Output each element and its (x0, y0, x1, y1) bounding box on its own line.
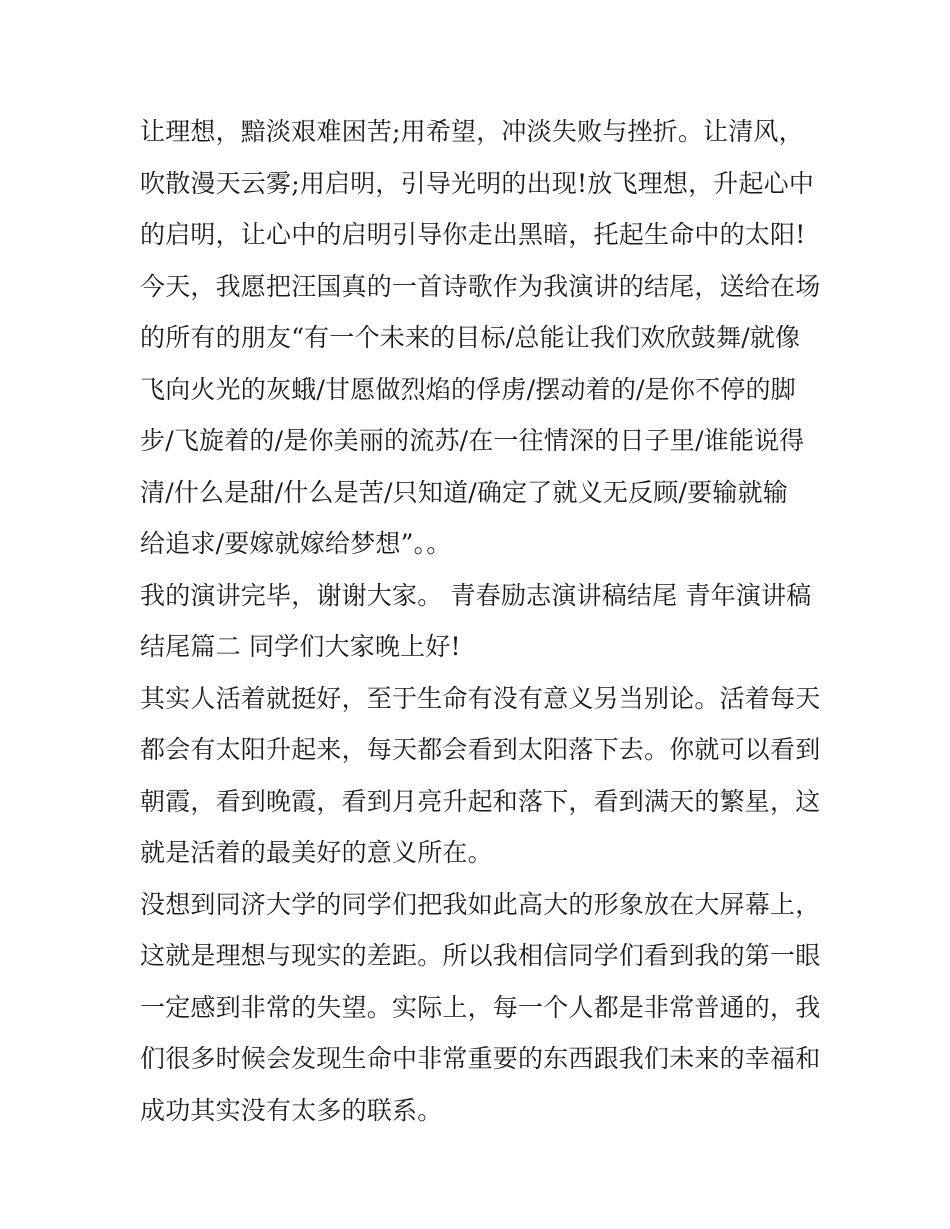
text-line: 就是活着的最美好的意义所在。 (140, 838, 493, 867)
text-line: 的所有的朋友“有一个未来的目标/总能让我们欢欣鼓舞/就像 (140, 323, 801, 352)
text-line: 步/飞旋着的/是你美丽的流苏/在一往情深的日子里/谁能说得 (140, 426, 805, 455)
text-line: 们很多时候会发现生命中非常重要的东西跟我们未来的幸福和 (140, 1044, 821, 1073)
text-line: 都会有太阳升起来，每天都会看到太阳落下去。你就可以看到 (140, 735, 821, 764)
text-line: 我的演讲完毕，谢谢大家。 青春励志演讲稿结尾 青年演讲稿 (140, 580, 812, 610)
text-line: 其实人活着就挺好，至于生命有没有意义另当别论。活着每天 (140, 683, 821, 713)
text-line: 朝霞，看到晚霞，看到月亮升起和落下，看到满天的繁星，这 (140, 786, 821, 816)
text-line: 这就是理想与现实的差距。所以我相信同学们看到我的第一眼 (140, 941, 821, 970)
text-line: 吹散漫天云雾;用启明，引导光明的出现!放飞理想，升起心中 (140, 168, 815, 198)
text-line: 今天，我愿把汪国真的一首诗歌作为我演讲的结尾，送给在场 (140, 271, 821, 301)
text-line: 清/什么是甜/什么是苦/只知道/确定了就义无反顾/要输就输 (140, 477, 788, 507)
text-line: 的启明，让心中的启明引导你走出黑暗，托起生命中的太阳! (140, 220, 806, 249)
text-line: 一定感到非常的失望。实际上，每一个人都是非常普通的，我 (140, 992, 821, 1022)
document-body (140, 106, 820, 1136)
text-line: 成功其实没有太多的联系。 (140, 1095, 443, 1125)
text-line: 没想到同济大学的同学们把我如此高大的形象放在大屏幕上， (140, 889, 821, 919)
text-line: 结尾篇二 同学们大家晚上好! (140, 632, 461, 661)
text-line: 飞向火光的灰蛾/甘愿做烈焰的俘虏/摆动着的/是你不停的脚 (140, 374, 796, 404)
text-line: 让理想，黯淡艰难困苦;用希望，冲淡失败与挫折。让清风， (140, 117, 804, 146)
text-line: 给追求/要嫁就嫁给梦想”。。 (140, 529, 452, 558)
